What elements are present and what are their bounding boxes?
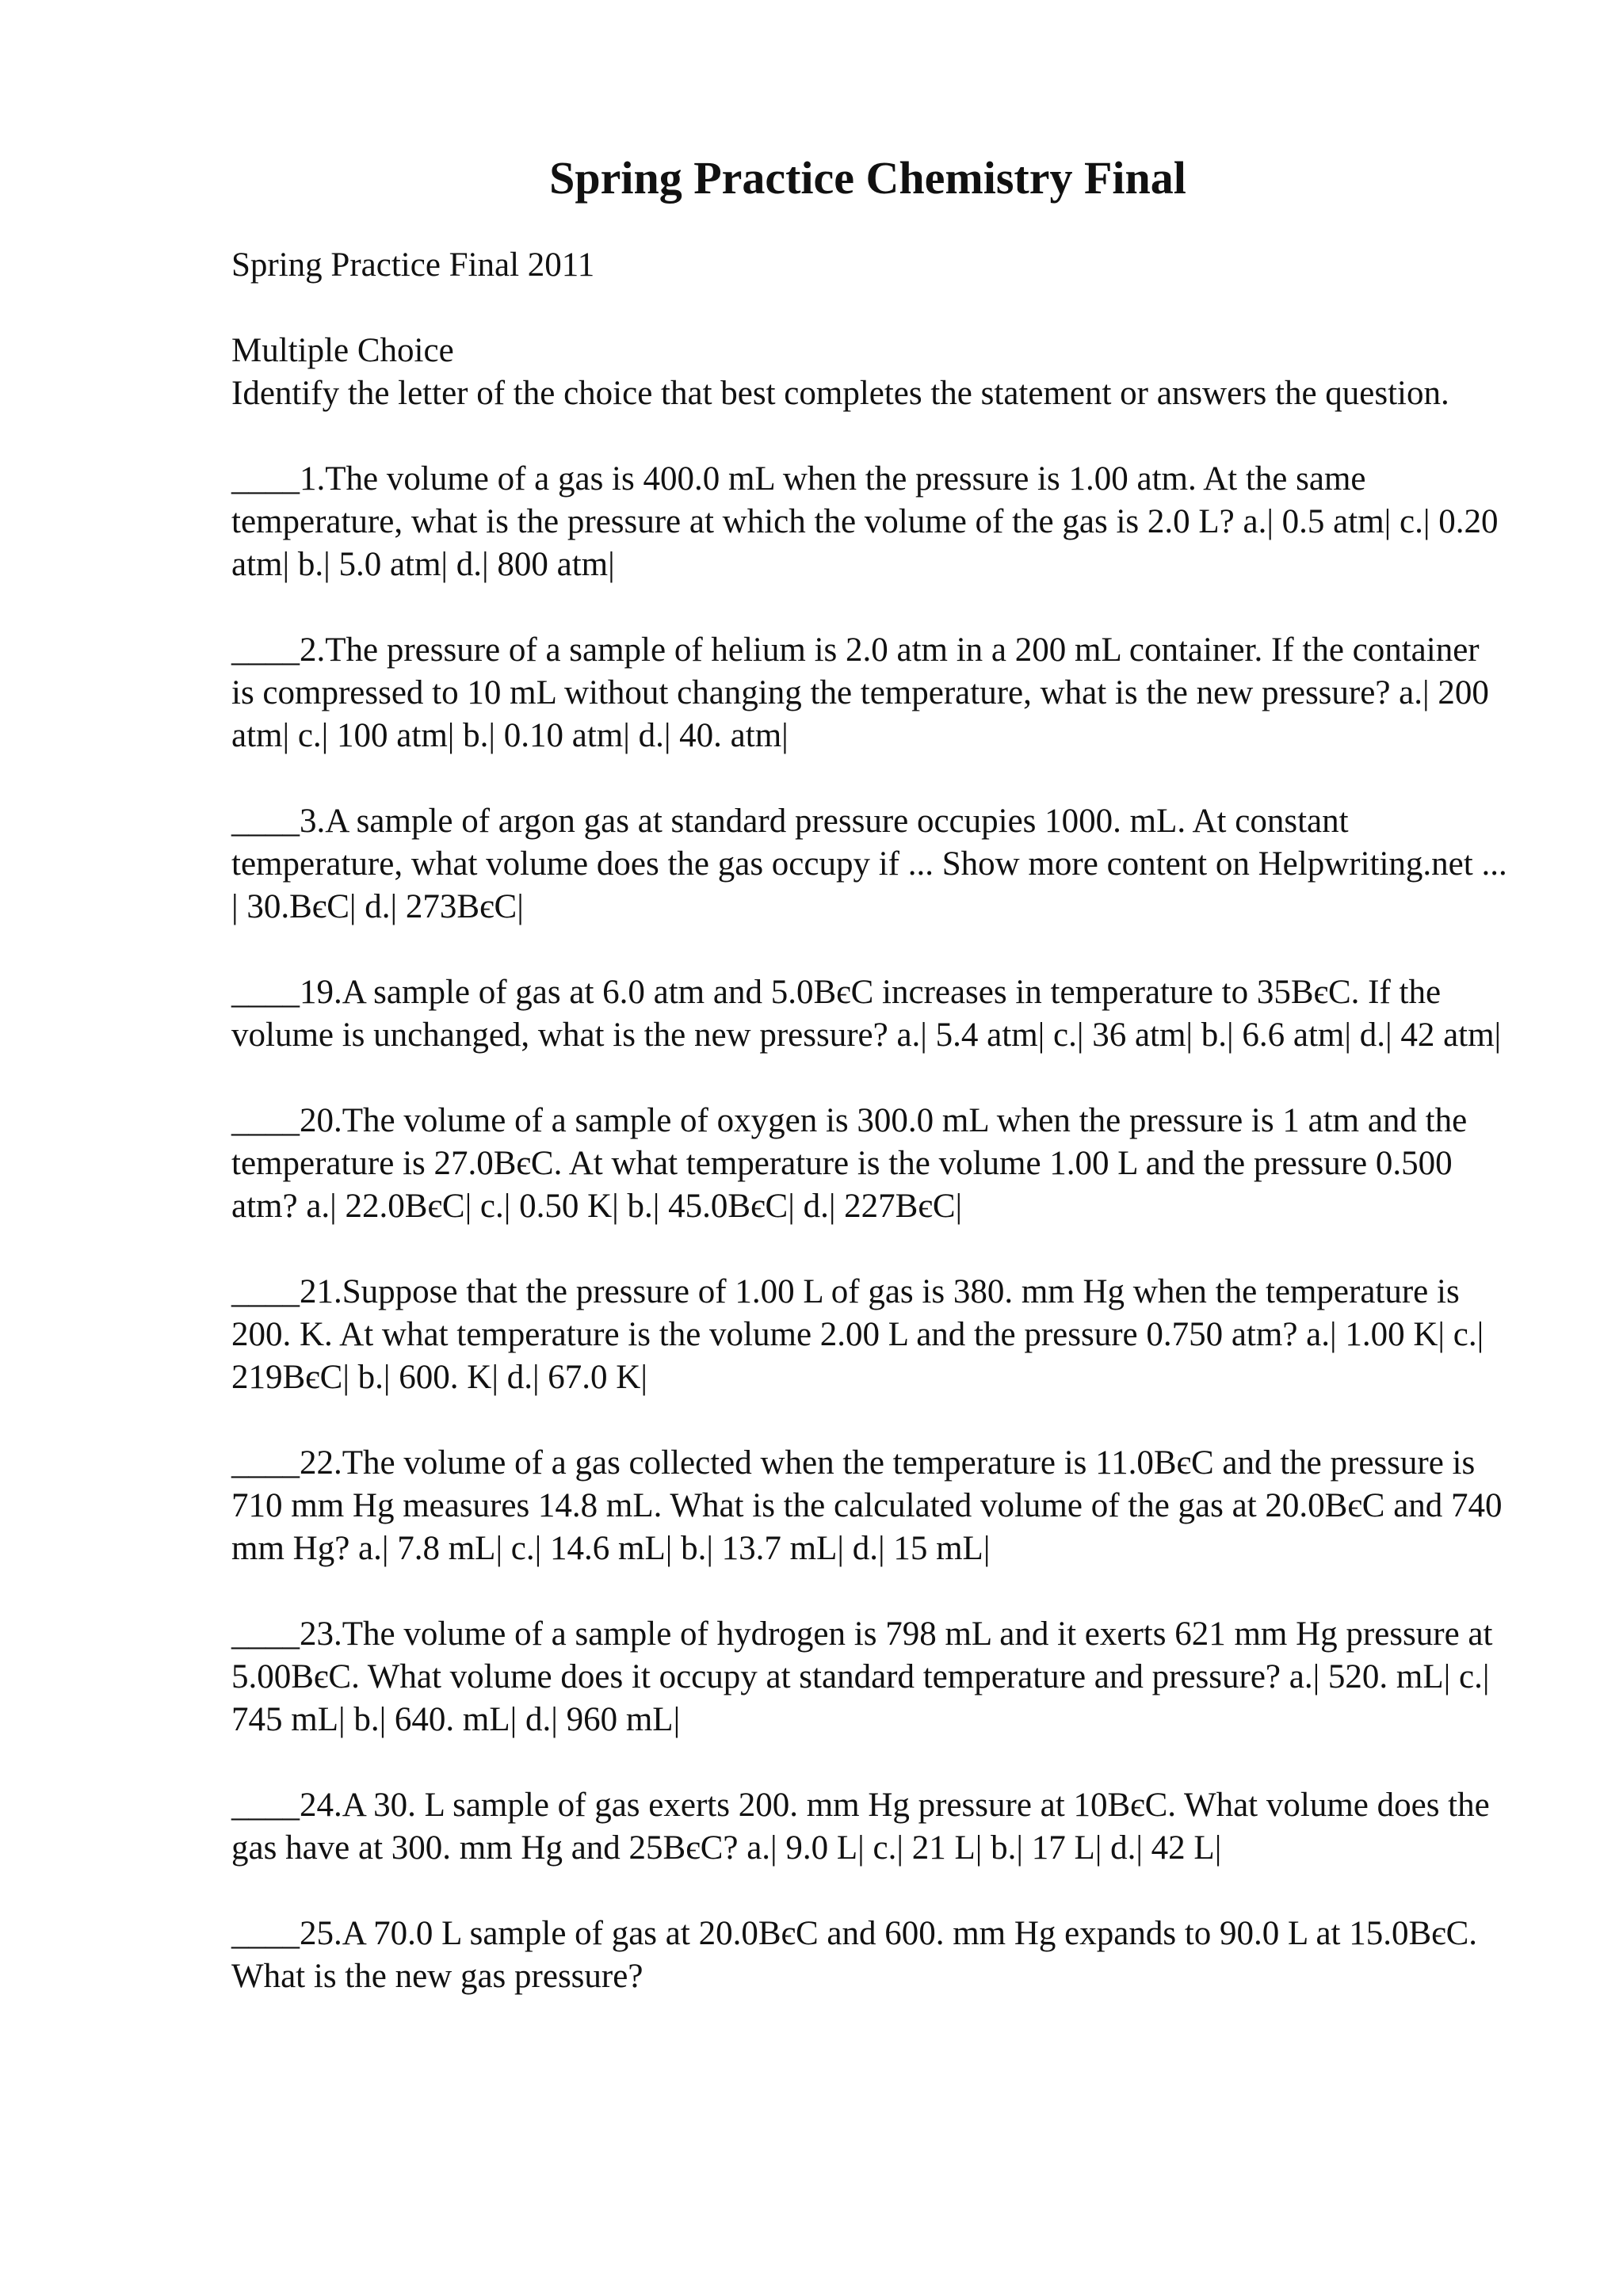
question-list <box>231 458 1507 1998</box>
question-item: ____23.The volume of a sample of hydrogen is 798 mL and it exerts 621 mm Hg pressure at 5.00BєC. What volume does it occupy at standard temperature and pressure? a.| 520. mL| c.| 745 mL| b.| 640. mL| d.| 960 mL| <box>231 1615 1493 1738</box>
question-item: ____2.The pressure of a sample of helium is 2.0 atm in a 200 mL container. If the container is compressed to 10 mL without changing the temperature, what is the new pressure? a.| 200 atm| c.| 100 atm| b.| 0.10 atm| d.| 40. atm| <box>231 631 1489 754</box>
question-item: ____25.A 70.0 L sample of gas at 20.0BєC and 600. mm Hg expands to 90.0 L at 15.0BєC. What is the new gas pressure? <box>231 1915 1478 1995</box>
question-item: ____1.The volume of a gas is 400.0 mL when the pressure is 1.00 atm. At the same temperature, what is the pressure at which the volume of the gas is 2.0 L? a.| 0.5 atm| c.| 0.20 atm| b.| 5.0 atm| d.| 800 atm| <box>231 460 1499 583</box>
question-item: ____22.The volume of a gas collected when the temperature is 11.0BєC and the pressure is 710 mm Hg measures 14.8 mL. What is the calculated volume of the gas at 20.0BєC and 740 mm Hg? a.| 7.8 mL| c.| 14.6 mL| b.| 13.7 mL| d.| 15 mL| <box>231 1444 1503 1567</box>
question-item: ____20.The volume of a sample of oxygen is 300.0 mL when the pressure is 1 atm and the temperature is 27.0BєC. At what temperature is the volume 1.00 L and the pressure 0.500 atm? a.| 22.0BєC| c.| 0.50 K| b.| 45.0BєC| d.| 227BєC| <box>231 1102 1468 1225</box>
question-item: ____19.A sample of gas at 6.0 atm and 5.0BєC increases in temperature to 35BєC. If the volume is unchanged, what is the new pressure? a.| 5.4 atm| c.| 36 atm| b.| 6.6 atm| d.| 42 atm| <box>231 974 1502 1054</box>
page-title: Spring Practice Chemistry Final <box>549 152 1186 204</box>
document-body <box>231 244 1507 1998</box>
question-item: ____3.A sample of argon gas at standard pressure occupies 1000. mL. At constant temperature, what volume does the gas occupy if ... Show more content on Helpwriting.net ... | 30.BєC| d.| 273BєC| <box>231 803 1507 925</box>
instructions: Identify the letter of the choice that best completes the statement or answers the question. <box>231 375 1449 412</box>
section-heading: Multiple Choice <box>231 332 454 369</box>
document-subtitle: Spring Practice Final 2011 <box>231 246 595 284</box>
question-item: ____21.Suppose that the pressure of 1.00 L of gas is 380. mm Hg when the temperature is 200. K. At what temperature is the volume 2.00 L and the pressure 0.750 atm? a.| 1.00 K| c.| 219BєC| b.| 600. K| d.| 67.0 K| <box>231 1273 1484 1396</box>
question-item: ____24.A 30. L sample of gas exerts 200. mm Hg pressure at 10BєC. What volume does the gas have at 300. mm Hg and 25BєC? a.| 9.0 L| c.| 21 L| b.| 17 L| d.| 42 L| <box>231 1787 1490 1867</box>
section-header <box>231 330 1507 415</box>
